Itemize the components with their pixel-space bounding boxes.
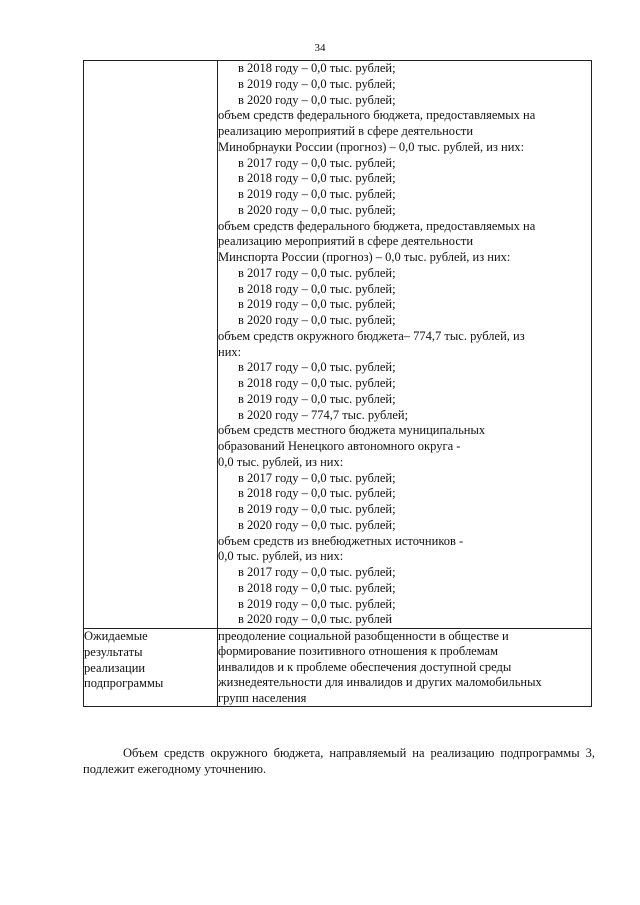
funding-year-line: в 2017 году – 0,0 тыс. рублей; [238,470,396,485]
funding-source-line: реализацию мероприятий в сфере деятельности [218,234,474,249]
funding-source-line: объем средств местного бюджета муниципальных [218,423,486,438]
funding-year-line: в 2020 году – 0,0 тыс. рублей [238,612,393,627]
funding-source-line: объем средств из внебюджетных источников - [218,533,464,548]
funding-year-line: в 2019 году – 0,0 тыс. рублей; [238,187,396,201]
expected-results-line: преодоление социальной разобщенности в обществе и [218,629,509,643]
funding-source-line: объем средств окружного бюджета– 774,7 тыс. рублей, из [218,328,525,343]
expected-results-line: жизнедеятельности для инвалидов и других маломобильных [218,675,542,690]
funding-year-line: в 2020 году – 0,0 тыс. рублей; [238,202,396,217]
expected-results-label-line: Ожидаемые [84,629,148,643]
funding-year-line: в 2020 году – 0,0 тыс. рублей; [238,517,396,532]
page-number: 34 [314,42,326,54]
funding-year-line: в 2019 году – 0,0 тыс. рублей; [238,596,396,611]
funding-year-line: в 2018 году – 0,0 тыс. рублей; [238,171,396,186]
subprogram-passport-table [83,60,592,707]
funding-year-line: в 2019 году – 0,0 тыс. рублей; [238,391,396,406]
expected-results-line: инвалидов и к проблеме обеспечения доступной среды [218,659,512,674]
funding-year-line: в 2020 году – 0,0 тыс. рублей; [238,313,396,327]
funding-year-line: в 2018 году – 0,0 тыс. рублей; [238,61,396,75]
funding-year-line: в 2020 году – 774,7 тыс. рублей; [238,407,409,422]
funding-source-line: объем средств федерального бюджета, предоставляемых на [218,108,536,123]
funding-year-line: в 2017 году – 0,0 тыс. рублей; [238,360,396,375]
funding-year-line: в 2018 году – 0,0 тыс. рублей; [238,281,396,296]
funding-source-line: объем средств федерального бюджета, предоставляемых на [218,218,536,233]
budget-note-paragraph: Объем средств окружного бюджета, направляемый на реализацию подпрограммы 3, подлежит ежегодному уточнению. [83,746,595,776]
funding-source-line: Минспорта России (прогноз) – 0,0 тыс. рублей, из них: [218,250,511,264]
funding-source-line: реализацию мероприятий в сфере деятельности [218,124,474,138]
expected-results-label-cell [84,629,218,707]
funding-year-line: в 2017 году – 0,0 тыс. рублей; [238,265,396,280]
expected-results-row [84,629,592,707]
funding-source-line: образований Ненецкого автономного округа - [218,439,461,453]
expected-results-label-line: результаты [84,644,143,659]
funding-source-line: 0,0 тыс. рублей, из них: [218,454,344,469]
expected-results-line: групп населения [218,690,307,705]
expected-results-line: формирование позитивного отношения к проблемам [218,644,499,659]
funding-year-line: в 2019 году – 0,0 тыс. рублей; [238,297,396,312]
expected-results-label-line: реализации [84,660,146,675]
funding-year-line: в 2017 году – 0,0 тыс. рублей; [238,155,396,170]
funding-year-line: в 2018 году – 0,0 тыс. рублей; [238,376,396,390]
funding-row [84,61,592,629]
funding-source-line: них: [218,344,242,359]
funding-source-line: 0,0 тыс. рублей, из них: [218,549,344,564]
funding-year-line: в 2017 году – 0,0 тыс. рублей; [238,565,396,579]
funding-content-cell [218,61,592,629]
expected-results-content-cell [218,629,592,707]
funding-year-line: в 2019 году – 0,0 тыс. рублей; [238,76,396,91]
funding-source-line: Минобрнауки России (прогноз) – 0,0 тыс. рублей, из них: [218,139,525,154]
funding-label-cell [84,61,218,629]
funding-year-line: в 2020 году – 0,0 тыс. рублей; [238,92,396,107]
funding-year-line: в 2018 году – 0,0 тыс. рублей; [238,580,396,595]
expected-results-label-line: подпрограммы [84,676,164,691]
funding-year-line: в 2018 году – 0,0 тыс. рублей; [238,486,396,501]
funding-year-line: в 2019 году – 0,0 тыс. рублей; [238,502,396,516]
